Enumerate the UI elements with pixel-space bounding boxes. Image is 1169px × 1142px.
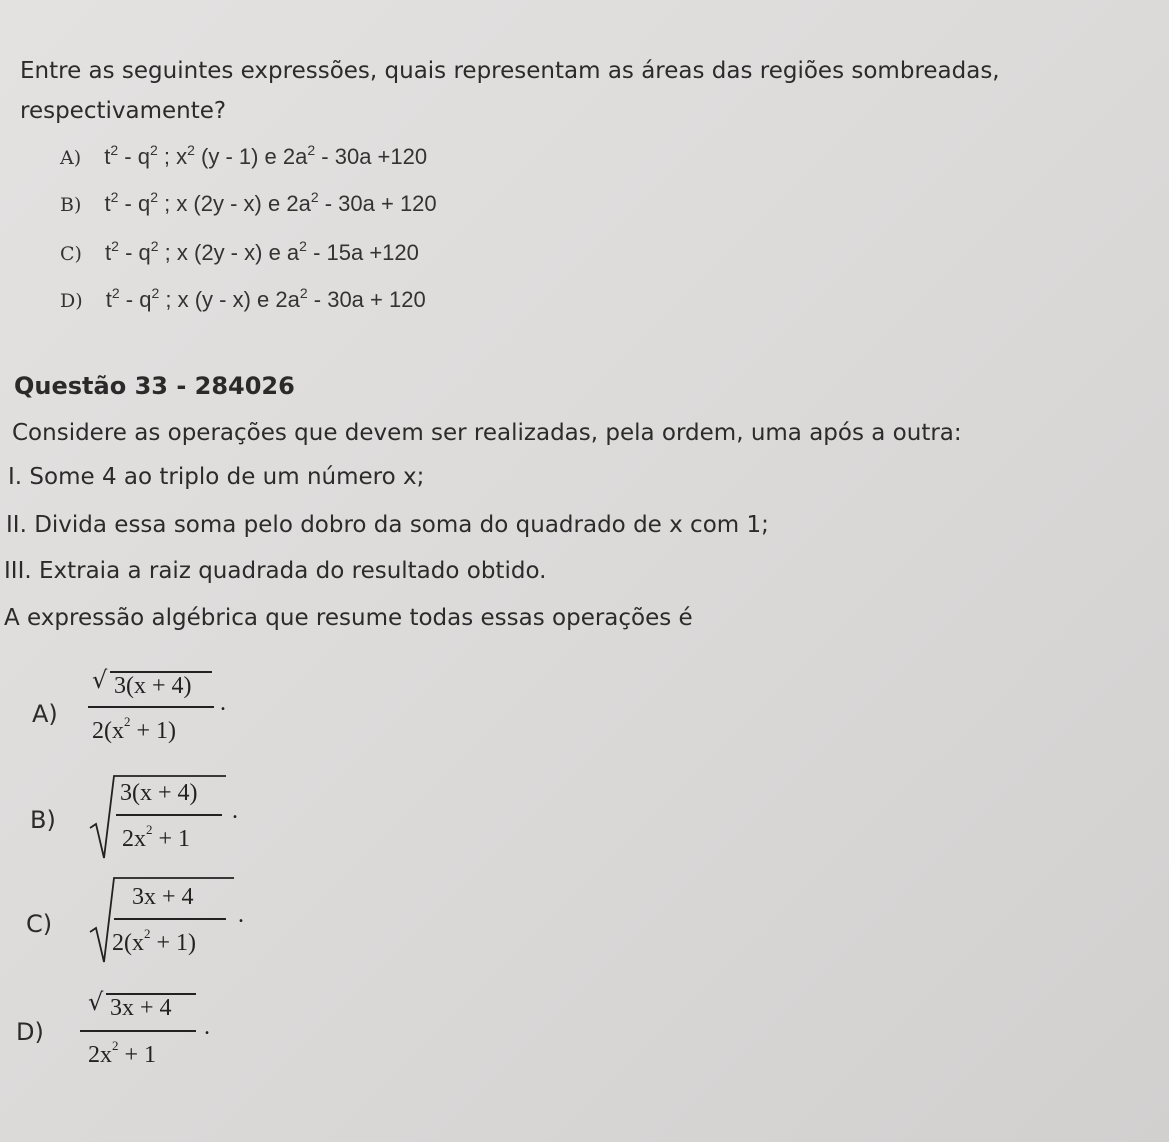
option-letter: A) xyxy=(60,147,82,169)
q32-option-a[interactable] xyxy=(60,144,427,170)
numerator: 3x + 4 xyxy=(132,884,194,910)
answer-letter: A) xyxy=(32,700,58,728)
q33-step-2: II. Divida essa soma pelo dobro da soma do quadrado de x com 1; xyxy=(6,512,769,538)
period: . xyxy=(204,1014,210,1040)
option-letter: B) xyxy=(60,194,82,216)
q32-option-b[interactable] xyxy=(60,191,437,217)
q33-step-3: III. Extraia a raiz quadrada do resultado obtido. xyxy=(4,558,547,584)
numerator: 3(x + 4) xyxy=(120,780,198,806)
q33-title: Questão 33 - 284026 xyxy=(14,372,295,400)
fraction-bar xyxy=(114,918,226,920)
q32-intro-line2: respectivamente? xyxy=(20,98,227,124)
denominator: $2x^2 + 1$ xyxy=(122,822,191,852)
q33-answer-b[interactable] xyxy=(0,770,400,870)
q33-answer-c[interactable] xyxy=(0,872,400,972)
q33-question: A expressão algébrica que resume todas essas operações é xyxy=(4,605,693,631)
answer-letter: B) xyxy=(30,806,56,834)
q32-intro-line1: Entre as seguintes expressões, quais representam as áreas das regiões sombreadas, xyxy=(20,58,1000,84)
sqrt-symbol: √ xyxy=(88,988,104,1016)
q32-option-d[interactable] xyxy=(60,287,426,313)
answer-letter: D) xyxy=(16,1018,44,1046)
q32-option-c[interactable] xyxy=(60,240,419,266)
period: . xyxy=(232,798,238,824)
q33-answer-d[interactable] xyxy=(0,980,400,1080)
sqrt-symbol: √ xyxy=(92,666,108,694)
answer-letter: C) xyxy=(26,910,53,938)
denominator: $2x^2 + 1$ xyxy=(88,1038,157,1068)
fraction-bar xyxy=(116,814,222,816)
denominator: $2(x^2 + 1)$ xyxy=(92,714,177,744)
period: . xyxy=(220,690,226,716)
option-expression: $t^2 - q^2$ ; x (2y - x) e $2a^2 - 30a + 120$ xyxy=(104,189,437,216)
option-letter: D) xyxy=(60,290,83,312)
q33-answer-a[interactable] xyxy=(0,660,400,760)
option-expression: $t^2 - q^2$ ; x (2y - x) e $a^2 - 15a +120$ xyxy=(105,238,419,265)
option-expression: $t^2 - q^2$ ; $x^2$ (y - 1) e $2a^2 - 30a +120$ xyxy=(104,142,428,169)
option-expression: $t^2 - q^2$ ; x (y - x) e $2a^2 - 30a + 120$ xyxy=(105,285,426,312)
numerator: 3(x + 4) xyxy=(114,673,192,699)
fraction-bar xyxy=(80,1030,196,1032)
denominator: $2(x^2 + 1)$ xyxy=(112,926,197,956)
fraction-bar xyxy=(88,706,214,708)
period: . xyxy=(238,902,244,928)
q33-prompt: Considere as operações que devem ser realizadas, pela ordem, uma após a outra: xyxy=(12,420,962,446)
q33-step-1: I. Some 4 ao triplo de um número x; xyxy=(8,464,425,490)
option-letter: C) xyxy=(60,243,82,265)
numerator: 3x + 4 xyxy=(110,995,172,1021)
